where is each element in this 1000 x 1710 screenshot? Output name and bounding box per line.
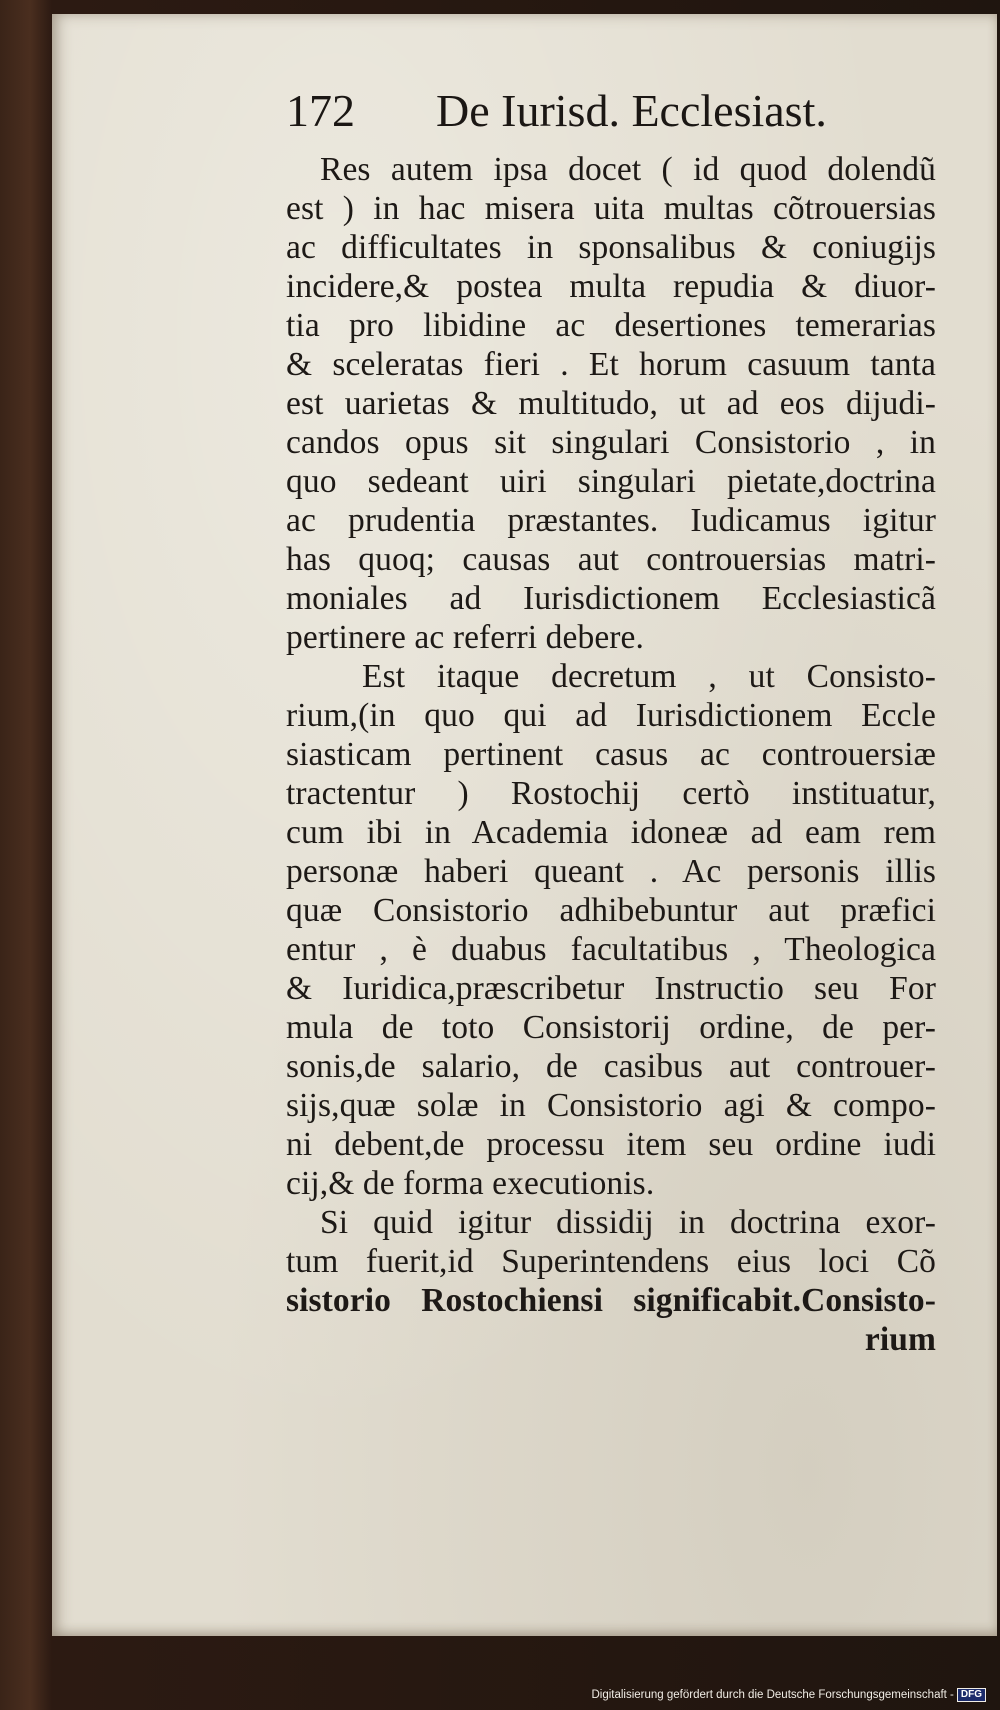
text-line: sonis,de salario, de casibus aut controuer- [286, 1048, 936, 1085]
text-line: tia pro libidine ac desertiones temerarias [286, 307, 936, 344]
running-title: De Iurisd. Ecclesiast. [436, 85, 827, 136]
text-line: Res autem ipsa docet ( id quod dolendũ [320, 151, 936, 188]
text-line: moniales ad Iurisdictionem Ecclesiasticã [286, 580, 936, 617]
page-body-text [286, 150, 936, 1359]
text-line: siasticam pertinent casus ac controuersiæ [286, 736, 936, 773]
dfg-logo: DFG [957, 1688, 986, 1702]
text-line: Est itaque decretum , ut Consisto- [362, 658, 936, 695]
text-line: est ) in hac misera uita multas cõtrouersias [286, 190, 936, 227]
credit-text: Digitalisierung gefördert durch die Deutsche Forschungsgemeinschaft - [591, 1689, 954, 1702]
text-line: personæ haberi queant . Ac personis illis [286, 853, 936, 890]
catchword: rium [864, 1321, 936, 1358]
page-number: 172 [286, 85, 355, 136]
text-line: quæ Consistorio adhibebuntur aut præfici [286, 892, 936, 929]
text-line: est uarietas & multitudo, ut ad eos dijudi- [286, 385, 936, 422]
text-line: ac prudentia præstantes. Iudicamus igitur [286, 502, 936, 539]
text-line: pertinere ac referri debere. [286, 619, 645, 656]
text-line: sistorio Rostochiensi significabit.Consisto- [286, 1282, 936, 1319]
text-line: tum fuerit,id Superintendens eius loci Cõ [286, 1243, 936, 1280]
text-line: has quoq; causas aut controuersias matri- [286, 541, 936, 578]
text-line: quo sedeant uiri singulari pietate,doctrina [286, 463, 936, 500]
text-line: ni debent,de processu item seu ordine iudi [286, 1126, 936, 1163]
text-line: candos opus sit singulari Consistorio , in [286, 424, 936, 461]
text-line: ac difficultates in sponsalibus & coniugijs [286, 229, 936, 266]
text-line: cij,& de forma executionis. [286, 1165, 655, 1202]
text-line: incidere,& postea multa repudia & diuor- [286, 268, 936, 305]
text-line: entur , è duabus facultatibus , Theologica [286, 931, 936, 968]
text-line: & sceleratas fieri . Et horum casuum tanta [286, 346, 936, 383]
digitization-credit [591, 1688, 986, 1702]
page-header [286, 82, 886, 140]
text-line: Si quid igitur dissidij in doctrina exor- [320, 1204, 936, 1241]
text-line: tractentur ) Rostochij certò instituatur, [286, 775, 936, 812]
text-line: & Iuridica,præscribetur Instructio seu For [286, 970, 936, 1007]
text-line: rium,(in quo qui ad Iurisdictionem Eccle [286, 697, 936, 734]
text-line: sijs,quæ solæ in Consistorio agi & compo- [286, 1087, 936, 1124]
text-line: mula de toto Consistorij ordine, de per- [286, 1009, 936, 1046]
text-line: cum ibi in Academia idoneæ ad eam rem [286, 814, 936, 851]
